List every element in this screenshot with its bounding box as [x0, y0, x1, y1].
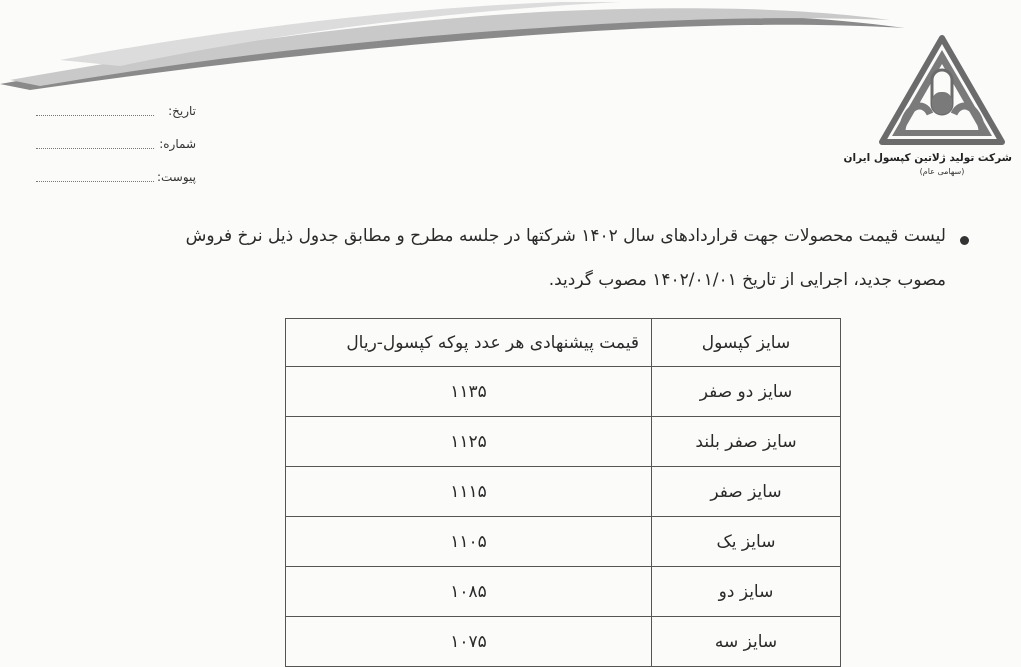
company-name: شرکت تولید ژلاتین کپسول ایران — [843, 152, 1012, 164]
dotted-line — [36, 181, 154, 182]
body-line-2: مصوب جدید، اجرایی از تاریخ ۱۴۰۲/۰۱/۰۱ مصوب گردید. — [548, 270, 946, 290]
header-capsule-size: سایز کپسول — [652, 319, 841, 367]
price-table — [285, 318, 841, 667]
size-cell: سایز یک — [652, 517, 841, 567]
date-label: تاریخ: — [168, 104, 196, 118]
size-cell: سایز سه — [652, 617, 841, 667]
dotted-line — [36, 115, 154, 116]
company-logo — [843, 34, 1012, 176]
size-cell: سایز صفر بلند — [652, 417, 841, 467]
price-cell: ۱۰۷۵ — [286, 617, 652, 667]
header-suggested-price: قیمت پیشنهادی هر عدد پوکه کپسول-ریال — [286, 319, 652, 367]
table-row — [286, 517, 841, 567]
bullet-icon — [960, 236, 969, 245]
number-label: شماره: — [159, 137, 196, 151]
table-row — [286, 367, 841, 417]
price-cell: ۱۱۰۵ — [286, 517, 652, 567]
header-swoosh-decoration — [0, 0, 1021, 95]
table-header-row — [286, 319, 841, 367]
attachment-field — [36, 170, 196, 186]
number-field — [36, 137, 196, 153]
table-row — [286, 567, 841, 617]
dotted-line — [36, 148, 154, 149]
attachment-label: پیوست: — [156, 170, 196, 184]
price-cell: ۱۰۸۵ — [286, 567, 652, 617]
price-cell: ۱۱۱۵ — [286, 467, 652, 517]
body-line-1: لیست قیمت محصولات جهت قراردادهای سال ۱۴۰۲ شرکتها در جلسه مطرح و مطابق جدول ذیل نرخ فروش — [185, 226, 946, 246]
table-row — [286, 417, 841, 467]
size-cell: سایز دو — [652, 567, 841, 617]
table-row — [286, 467, 841, 517]
size-cell: سایز دو صفر — [652, 367, 841, 417]
price-cell: ۱۱۲۵ — [286, 417, 652, 467]
company-subtitle: (سهامی عام) — [919, 167, 965, 176]
size-cell: سایز صفر — [652, 467, 841, 517]
price-cell: ۱۱۳۵ — [286, 367, 652, 417]
date-field — [36, 104, 196, 120]
table-row — [286, 617, 841, 667]
capsule-triangle-icon — [878, 34, 1006, 146]
